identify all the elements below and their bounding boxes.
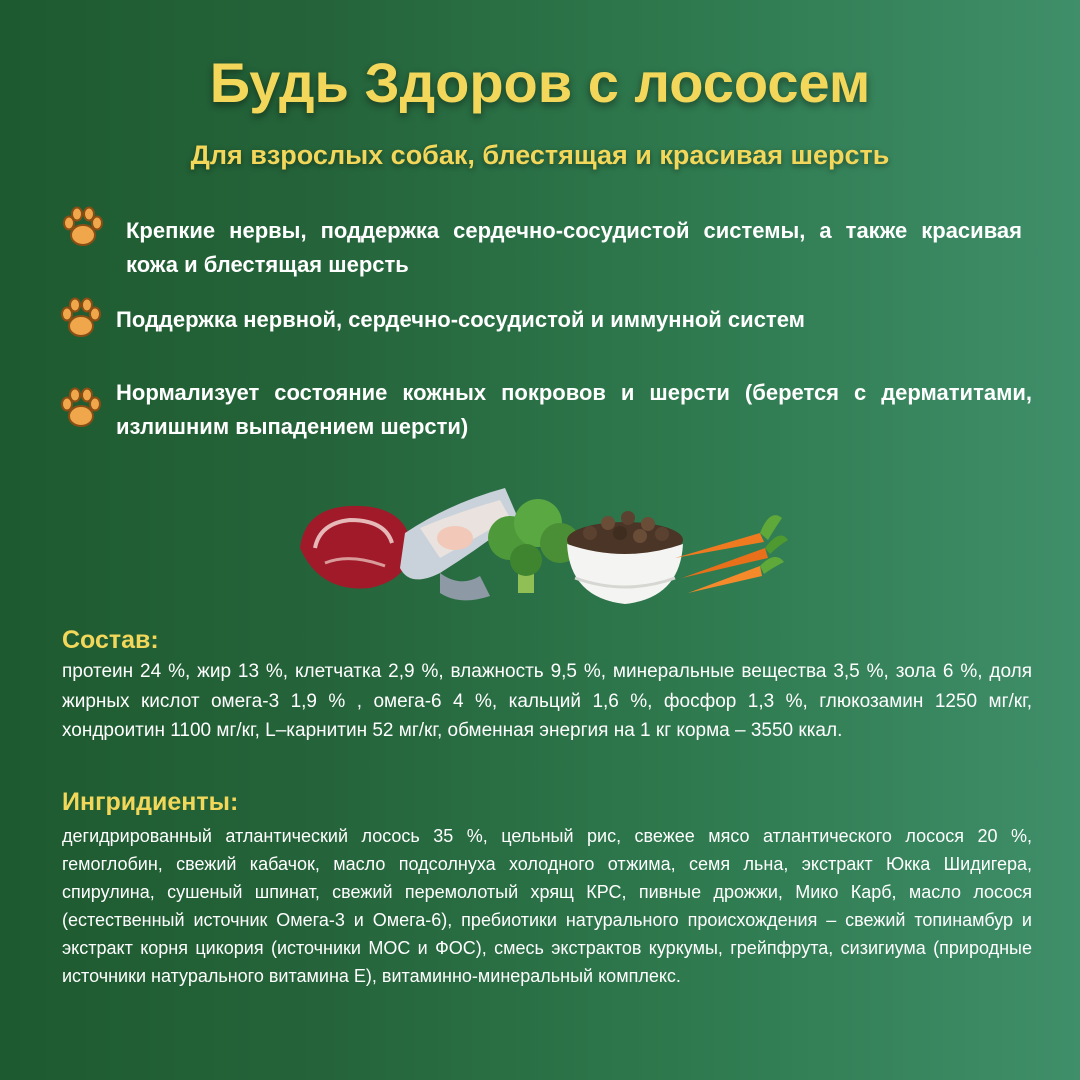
composition-heading: Состав: <box>62 626 159 654</box>
page-subtitle: Для взрослых собак, блестящая и красивая шерсть <box>190 140 890 170</box>
paw-icon <box>60 205 106 251</box>
kibble-bowl-icon <box>567 511 683 604</box>
paw-icon <box>58 296 104 342</box>
benefit-item: Нормализует состояние кожных покровов и шерсти (берется с дерматитами, излишним выпадением шерсти) <box>116 380 1032 439</box>
meat-icon <box>300 506 411 589</box>
paw-icon <box>58 386 104 432</box>
benefit-item: Поддержка нервной, сердечно-сосудистой и иммунной систем <box>116 307 805 332</box>
ingredients-text: дегидрированный атлантический лосось 35 %, цельный рис, свежее мясо атлантического лосося 20 %, гемоглобин, свежий кабачок, масло подсолнуха холодного отжима, семя льна, экстракт Юкка Шидигера, спирулина, сушеный шпинат, свежий перемолотый хрящ КРС, пивные дрожжи, Мико Карб, масло лосося (естественный источник Омега-3 и Омега-6), пребиотики натурального происхождения – свежий топинамбур и экстракт корня цикория (источники МОС и ФОС), смесь экстрактов куркумы, грейпфрута, сизигиума (природные источники натурального витамина Е), витаминно-минеральный комплекс. <box>62 826 1032 986</box>
benefit-item: Крепкие нервы, поддержка сердечно-сосудистой системы, а также красивая кожа и блестящая шерсть <box>126 218 1022 277</box>
ingredients-heading: Ингридиенты: <box>62 788 239 816</box>
composition-text: протеин 24 %, жир 13 %, клетчатка 2,9 %, влажность 9,5 %, минеральные вещества 3,5 %, зола 6 %, доля жирных кислот омега-3 1,9 % , омега-6 4 %, кальций 1,6 %, фосфор 1,3 %, глюкозамин 1250 мг/кг, хондроитин 1100 мг/кг, L–карнитин 52 мг/кг, обменная энергия на 1 кг корма – 3550 ккал. <box>62 661 1032 741</box>
page-title: Будь Здоров с лососем <box>209 51 871 114</box>
carrot-icon <box>675 515 788 593</box>
food-ingredients-illustration <box>290 478 790 613</box>
